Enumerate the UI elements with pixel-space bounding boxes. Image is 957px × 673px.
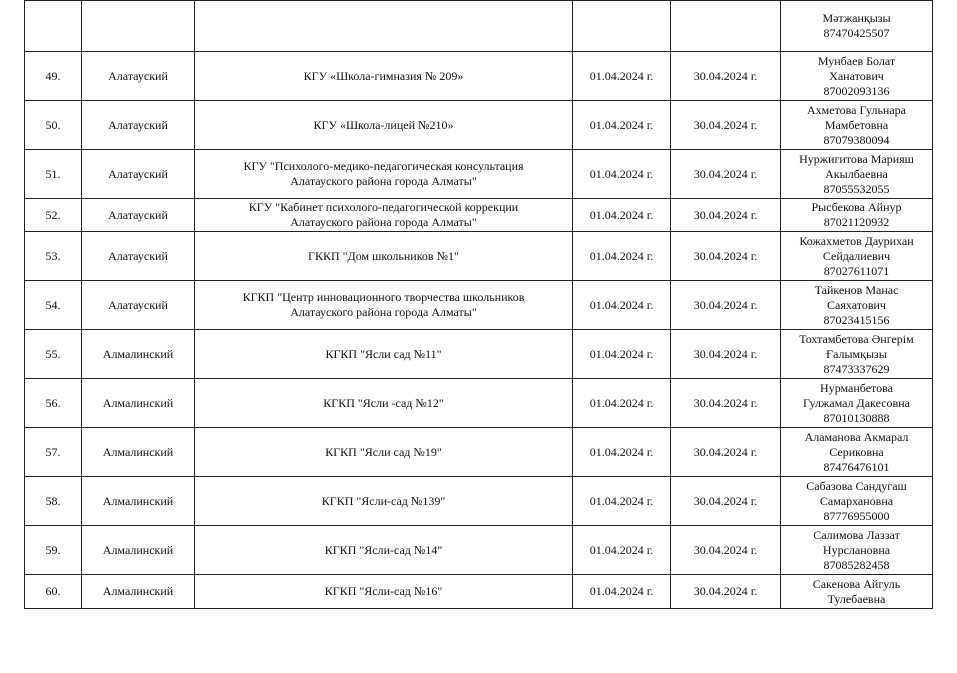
cell-org: КГКП "Ясли сад №11" — [195, 330, 573, 379]
table-row — [25, 150, 933, 199]
cell-end-date: 30.04.2024 г. — [671, 101, 781, 150]
cell-district: Алатауский — [82, 199, 195, 232]
cell-contact: Рысбекова Айнур 87021120932 — [781, 199, 933, 232]
cell-start-date: 01.04.2024 г. — [573, 526, 671, 575]
cell-start-date: 01.04.2024 г. — [573, 232, 671, 281]
cell-num: 56. — [25, 379, 82, 428]
cell-end-date: 30.04.2024 г. — [671, 575, 781, 609]
cell-org: КГУ «Школа-лицей №210» — [195, 101, 573, 150]
cell-contact: Мунбаев Болат Ханатович 87002093136 — [781, 52, 933, 101]
cell-contact: Тайкенов Манас Саяхатович 87023415156 — [781, 281, 933, 330]
cell-district: Алмалинский — [82, 526, 195, 575]
cell-num: 59. — [25, 526, 82, 575]
cell-org: КГКП "Центр инновационного творчества школьников Алатауского района города Алматы" — [195, 281, 573, 330]
cell-end-date: 30.04.2024 г. — [671, 150, 781, 199]
cell-district: Алатауский — [82, 281, 195, 330]
cell-num: 52. — [25, 199, 82, 232]
cell-contact: Сабазова Сандугаш Самархановна 87776955000 — [781, 477, 933, 526]
table-row — [25, 477, 933, 526]
cell-contact: Аламанова Акмарал Сериковна 87476476101 — [781, 428, 933, 477]
cell-org — [195, 1, 573, 52]
cell-end-date: 30.04.2024 г. — [671, 232, 781, 281]
cell-contact: Нуржигитова Марияш Акылбаевна 87055532055 — [781, 150, 933, 199]
cell-contact: Ахметова Гульнара Мамбетовна 87079380094 — [781, 101, 933, 150]
cell-num: 60. — [25, 575, 82, 609]
table-row — [25, 101, 933, 150]
table-row — [25, 232, 933, 281]
cell-start-date: 01.04.2024 г. — [573, 428, 671, 477]
cell-org: КГКП "Ясли-сад №139" — [195, 477, 573, 526]
cell-district: Алмалинский — [82, 330, 195, 379]
cell-district — [82, 1, 195, 52]
cell-district: Алмалинский — [82, 477, 195, 526]
cell-contact: Нурманбетова Гулжамал Дакесовна 87010130888 — [781, 379, 933, 428]
cell-end-date: 30.04.2024 г. — [671, 330, 781, 379]
cell-contact: Кожахметов Даурихан Сейдалиевич 87027611071 — [781, 232, 933, 281]
cell-end-date: 30.04.2024 г. — [671, 52, 781, 101]
table-row — [25, 330, 933, 379]
cell-district: Алмалинский — [82, 575, 195, 609]
cell-contact: Сакенова Айгуль Тулебаевна — [781, 575, 933, 609]
cell-district: Алмалинский — [82, 428, 195, 477]
cell-contact: Тохтамбетова Әнгерім Ғалымқызы 87473337629 — [781, 330, 933, 379]
cell-end-date: 30.04.2024 г. — [671, 477, 781, 526]
cell-end-date: 30.04.2024 г. — [671, 428, 781, 477]
cell-num: 58. — [25, 477, 82, 526]
cell-num: 50. — [25, 101, 82, 150]
cell-org: КГУ "Кабинет психолого-педагогической коррекции Алатауского района города Алматы" — [195, 199, 573, 232]
cell-end-date: 30.04.2024 г. — [671, 281, 781, 330]
cell-num: 51. — [25, 150, 82, 199]
cell-org: КГУ "Психолого-медико-педагогическая консультация Алатауского района города Алматы" — [195, 150, 573, 199]
cell-org: КГКП "Ясли-сад №16" — [195, 575, 573, 609]
table-row — [25, 379, 933, 428]
cell-start-date: 01.04.2024 г. — [573, 379, 671, 428]
cell-end-date: 30.04.2024 г. — [671, 199, 781, 232]
cell-start-date: 01.04.2024 г. — [573, 101, 671, 150]
cell-start-date: 01.04.2024 г. — [573, 477, 671, 526]
cell-district: Алатауский — [82, 232, 195, 281]
schedule-table — [24, 0, 933, 609]
table-row — [25, 281, 933, 330]
cell-district: Алатауский — [82, 101, 195, 150]
cell-org: КГКП "Ясли-сад №14" — [195, 526, 573, 575]
cell-end-date — [671, 1, 781, 52]
cell-start-date: 01.04.2024 г. — [573, 281, 671, 330]
table-row — [25, 575, 933, 609]
cell-district: Алатауский — [82, 52, 195, 101]
table-row — [25, 52, 933, 101]
cell-num: 54. — [25, 281, 82, 330]
cell-contact: Салимова Лаззат Нурслановна 87085282458 — [781, 526, 933, 575]
cell-num: 57. — [25, 428, 82, 477]
cell-start-date: 01.04.2024 г. — [573, 150, 671, 199]
cell-num: 49. — [25, 52, 82, 101]
cell-start-date: 01.04.2024 г. — [573, 330, 671, 379]
cell-org: КГКП "Ясли сад №19" — [195, 428, 573, 477]
cell-org: КГКП "Ясли -сад №12" — [195, 379, 573, 428]
cell-start-date: 01.04.2024 г. — [573, 199, 671, 232]
table-row — [25, 428, 933, 477]
cell-district: Алатауский — [82, 150, 195, 199]
cell-org: КГУ «Школа-гимназия № 209» — [195, 52, 573, 101]
cell-start-date: 01.04.2024 г. — [573, 575, 671, 609]
table-row-continuation — [25, 1, 933, 52]
cell-end-date: 30.04.2024 г. — [671, 379, 781, 428]
cell-start-date: 01.04.2024 г. — [573, 52, 671, 101]
cell-num: 53. — [25, 232, 82, 281]
cell-num — [25, 1, 82, 52]
cell-start-date — [573, 1, 671, 52]
table-row — [25, 526, 933, 575]
cell-contact: Мәтжанқызы 87470425507 — [781, 1, 933, 52]
table-row — [25, 199, 933, 232]
cell-district: Алмалинский — [82, 379, 195, 428]
cell-end-date: 30.04.2024 г. — [671, 526, 781, 575]
cell-org: ГККП "Дом школьников №1" — [195, 232, 573, 281]
cell-num: 55. — [25, 330, 82, 379]
